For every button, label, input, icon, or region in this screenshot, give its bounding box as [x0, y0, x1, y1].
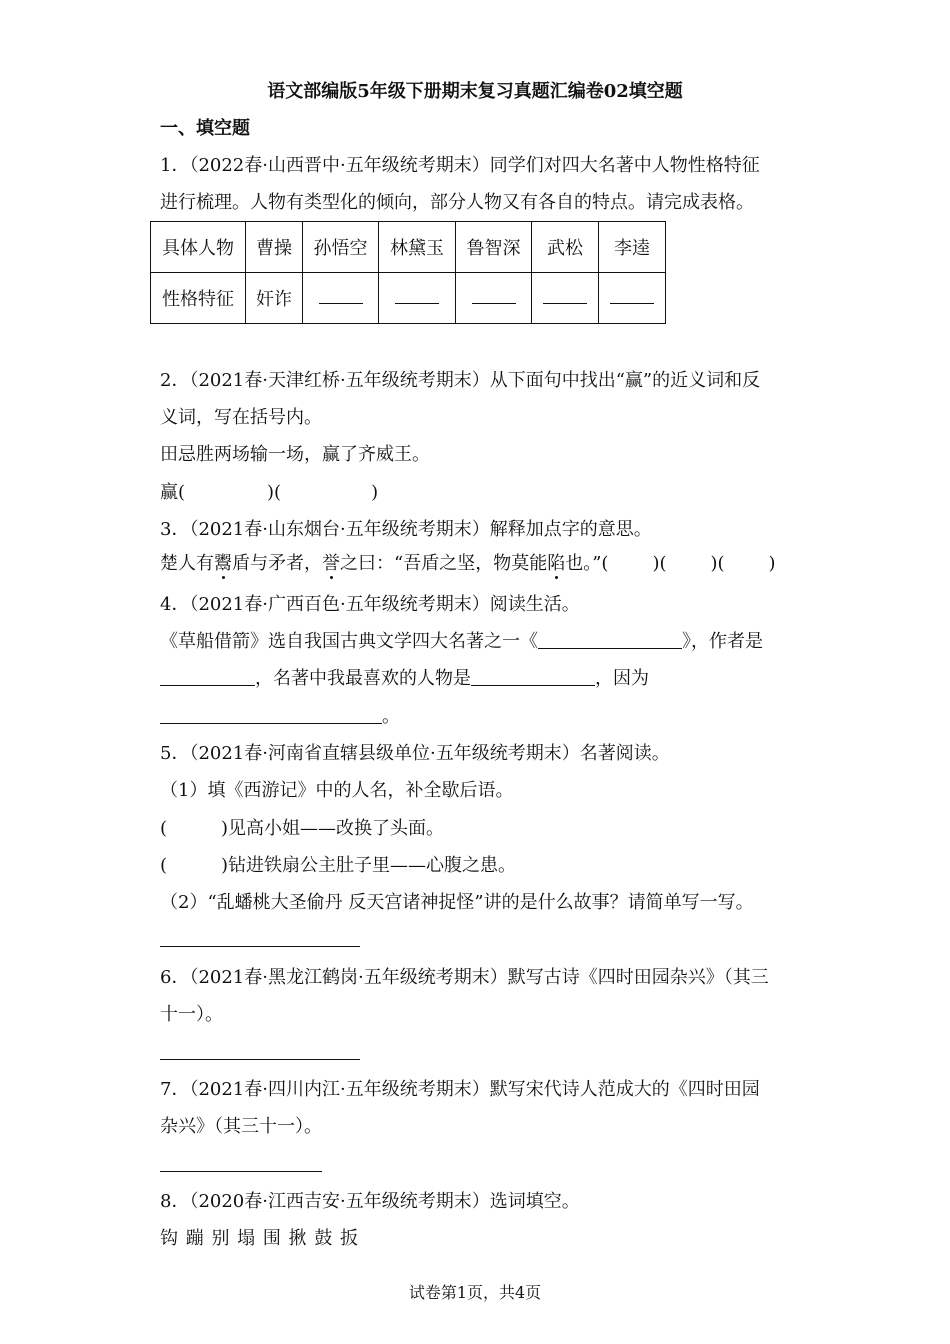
table-row: [151, 222, 666, 273]
q7-line1: 7．（2021春·四川内江·五年级统考期末）默写宋代诗人范成大的《四时田园: [160, 1079, 760, 1100]
q3-text-a: 楚人有: [160, 553, 214, 574]
q6-line2: 十一）。: [160, 1004, 223, 1025]
q4-text: ，因为: [595, 668, 649, 689]
section-heading: 一、填空题: [160, 118, 250, 139]
q3-text-d: 也。”(: [565, 553, 609, 574]
q5-paren: (: [160, 855, 168, 876]
q2-paren-mid: )(: [267, 482, 282, 503]
q5-sub2: （2）“乱蟠桃大圣偷丹 反天宫诸神捉怪”讲的是什么故事？请简单写一写。: [160, 892, 754, 913]
character-trait-table: [150, 221, 666, 324]
q5-sub1: （1）填《西游记》中的人名，补全歇后语。: [160, 780, 514, 801]
answer-blank[interactable]: [599, 273, 666, 324]
table-cell: 性格特征: [151, 273, 246, 324]
q4-line1: 4．（2021春·广西百色·五年级统考期末）阅读生活。: [160, 594, 580, 615]
answer-blank[interactable]: [160, 667, 255, 686]
table-cell: 林黛玉: [379, 222, 456, 273]
q5-line4: [160, 854, 516, 878]
table-cell: 武松: [532, 222, 599, 273]
q4-line3: [160, 667, 649, 691]
q3-paren: )(: [652, 553, 667, 574]
page-footer: 试卷第1页，共4页: [408, 1283, 542, 1302]
answer-blank[interactable]: [471, 667, 595, 686]
q1-line2: 进行梳理。人物有类型化的倾向，部分人物又有各自的特点。请完成表格。: [160, 192, 754, 213]
answer-blank[interactable]: [303, 273, 379, 324]
table-cell: 奸诈: [246, 273, 303, 324]
table-cell: 曹操: [246, 222, 303, 273]
q3-paren: ): [768, 553, 776, 574]
answer-blank[interactable]: [160, 705, 382, 724]
answer-line[interactable]: [160, 1059, 360, 1060]
q6-line1: 6．（2021春·黑龙江鹤岗·五年级统考期末）默写古诗《四时田园杂兴》（其三: [160, 967, 769, 988]
q2-paren-end: ): [371, 482, 379, 503]
q3-paren: )(: [710, 553, 725, 574]
q4-line4: [160, 705, 400, 729]
answer-blank[interactable]: [532, 273, 599, 324]
q8-line1: 8．（2020春·江西吉安·五年级统考期末）选词填空。: [160, 1191, 580, 1212]
table-cell: 具体人物: [151, 222, 246, 273]
q3-sentence: [160, 552, 776, 576]
answer-blank[interactable]: [538, 630, 682, 649]
dotted-char: 誉: [322, 553, 340, 574]
q2-answer-line: [160, 481, 378, 505]
q5-line3: [160, 817, 444, 841]
answer-blank[interactable]: [456, 273, 532, 324]
q5-paren: (: [160, 818, 168, 839]
page-title: 语文部编版5年级下册期末复习真题汇编卷02填空题: [267, 81, 683, 102]
table-cell: 鲁智深: [456, 222, 532, 273]
answer-line[interactable]: [160, 946, 360, 947]
q2-line2: 义词，写在括号内。: [160, 407, 322, 428]
q2-line1: 2．（2021春·天津红桥·五年级统考期末）从下面句中找出“赢”的近义词和反: [160, 370, 761, 391]
q5-text: )钻进铁扇公主肚子里——心腹之患。: [221, 855, 517, 876]
q5-text: )见高小姐——改换了头面。: [221, 818, 445, 839]
q7-line2: 杂兴》（其三十一）。: [160, 1116, 322, 1137]
answer-blank[interactable]: [379, 273, 456, 324]
q1-line1: 1．（2022春·山西晋中·五年级统考期末）同学们对四大名著中人物性格特征: [160, 155, 760, 176]
q4-text: 。: [382, 706, 400, 727]
q3-text-c: 之曰：“吾盾之坚，物莫能: [340, 553, 548, 574]
q4-text: 《草船借箭》选自我国古典文学四大名著之一《: [160, 631, 538, 652]
q5-line1: 5．（2021春·河南省直辖县级单位·五年级统考期末）名著阅读。: [160, 743, 670, 764]
q2-prefix: 赢(: [160, 482, 186, 503]
table-cell: 孙悟空: [303, 222, 379, 273]
q8-words: 钩 蹦 别 塌 围 揪 鼓 扳: [160, 1228, 360, 1249]
dotted-char: 陷: [547, 553, 566, 574]
q4-text: ，名著中我最喜欢的人物是: [255, 668, 471, 689]
answer-line[interactable]: [160, 1171, 322, 1172]
q3-line1: 3．（2021春·山东烟台·五年级统考期末）解释加点字的意思。: [160, 519, 652, 540]
q3-text-b: 盾与矛者，: [232, 553, 322, 574]
q4-text: 》，作者是: [682, 631, 763, 652]
table-row: [151, 273, 666, 324]
q4-line2: [160, 630, 763, 654]
q2-sentence: 田忌胜两场输一场，赢了齐威王。: [160, 444, 430, 465]
table-cell: 李逵: [599, 222, 666, 273]
dotted-char: 鬻: [214, 553, 232, 574]
